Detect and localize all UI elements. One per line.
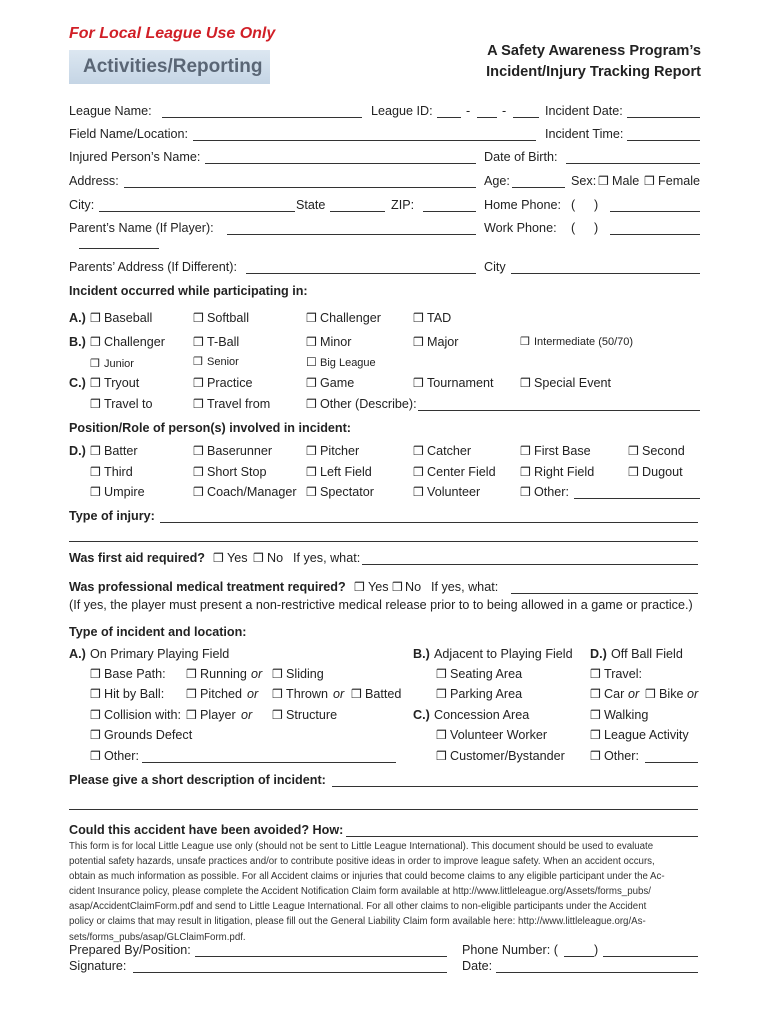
checkbox-icon[interactable]: ❒ <box>520 485 531 499</box>
zip-label: ZIP: <box>391 198 415 212</box>
checkbox-icon[interactable]: ❒ <box>272 708 283 722</box>
state-label: State <box>296 198 326 212</box>
checkbox-icon[interactable]: ❒ <box>413 465 424 479</box>
checkbox-icon[interactable]: ❒ <box>590 749 601 763</box>
if-yes-label: If yes, what: <box>293 551 361 565</box>
section-title: Activities/Reporting <box>83 56 263 77</box>
checkbox-icon[interactable]: ❒ <box>90 335 101 349</box>
structure-label: Structure <box>286 708 338 722</box>
checkbox-icon[interactable]: ❒ <box>306 444 317 458</box>
checkbox-icon[interactable]: ❒ <box>272 687 283 701</box>
no-label: No <box>267 551 284 565</box>
prepared-by-label: Prepared By/Position: <box>69 943 191 957</box>
notice-line: sets/forms_pubs/asap/GLClaimForm.pdf. <box>69 931 246 943</box>
local-use-heading: For Local League Use Only <box>69 25 276 42</box>
running-label: Running <box>200 667 247 681</box>
checkbox-icon[interactable]: ❒ <box>628 444 639 458</box>
checkbox-icon[interactable]: ❒ <box>306 335 317 349</box>
male-label: Male <box>612 174 640 188</box>
major-label: Major <box>427 335 459 349</box>
paren-close: ) <box>594 198 599 212</box>
program-title: A Safety Awareness Program’s <box>487 43 701 59</box>
checkbox-icon[interactable]: ❒ <box>193 444 204 458</box>
sliding-label: Sliding <box>286 667 324 681</box>
phone-number-field[interactable] <box>603 956 698 957</box>
checkbox-icon[interactable]: ❒ <box>598 174 609 188</box>
paren-open: ( <box>571 221 576 235</box>
address-label: Address: <box>69 174 119 188</box>
first-aid-question: Was first aid required? <box>69 551 205 565</box>
checkbox-icon[interactable]: ❒ <box>520 444 531 458</box>
checkbox-icon[interactable]: ❒ <box>306 465 317 479</box>
checkbox-icon[interactable]: ❒ <box>193 311 204 325</box>
checkbox-icon[interactable]: ❒ <box>351 687 362 701</box>
batter-label: Batter <box>104 444 138 458</box>
checkbox-icon[interactable]: ❒ <box>354 580 365 594</box>
special-event-label: Special Event <box>534 376 612 390</box>
location-d-letter: D.) <box>590 647 607 661</box>
checkbox-icon[interactable]: ❒ <box>306 311 317 325</box>
checkbox-icon[interactable]: ❒ <box>413 376 424 390</box>
incident-date-field[interactable] <box>627 117 700 118</box>
field-location-field[interactable] <box>193 140 536 141</box>
on-field-label: On Primary Playing Field <box>90 647 230 661</box>
spectator-label: Spectator <box>320 485 374 499</box>
league-activity-label: League Activity <box>604 728 689 742</box>
travel-label: Travel: <box>604 667 643 681</box>
parents-name-field[interactable] <box>227 234 476 235</box>
notice-line: obtain as much information as possible. For all Accident claims or injuries that could become claims to any eligible participant under the Ac- <box>69 871 665 883</box>
volunteer-worker-label: Volunteer Worker <box>450 728 548 742</box>
game-label: Game <box>320 376 355 390</box>
short-description-label: Please give a short description of incident: <box>69 773 326 787</box>
parents-name-field-cont[interactable] <box>79 248 159 249</box>
softball-label: Softball <box>207 311 250 325</box>
league-name-field[interactable] <box>162 117 362 118</box>
senior-label: Senior <box>207 356 239 368</box>
tad-label: TAD <box>427 311 452 325</box>
paren-close: ) <box>594 943 599 957</box>
paren-open: ( <box>571 198 576 212</box>
prepared-by-field[interactable] <box>195 956 447 957</box>
checkbox-icon[interactable]: ❒ <box>436 667 447 681</box>
checkbox-icon[interactable]: ❒ <box>272 667 283 681</box>
checkbox-icon[interactable]: ❒ <box>90 485 101 499</box>
role-other-field[interactable] <box>574 498 700 499</box>
checkbox-icon[interactable]: ❒ <box>520 376 531 390</box>
notice-line: asap/AccidentClaimForm.pdf and send to Little League International. For all other claims to non-eligible participants under the Accident <box>69 901 647 913</box>
location-heading: Type of incident and location: <box>69 625 247 639</box>
checkbox-icon[interactable]: ❒ <box>306 397 317 411</box>
box-icon[interactable]: ☐ <box>306 355 317 369</box>
checkbox-icon[interactable]: ❒ <box>186 687 197 701</box>
short-stop-label: Short Stop <box>207 465 267 479</box>
professional-question: Was professional medical treatment required? <box>69 580 346 594</box>
checkbox-icon[interactable]: ❒ <box>90 728 101 742</box>
location-other-label: Other: <box>104 749 139 763</box>
junior-label: Junior <box>104 358 134 370</box>
option-b-label: B.) <box>69 335 86 349</box>
bike-label: Bike <box>659 687 684 701</box>
section-banner <box>69 50 270 84</box>
challenger-label: Challenger <box>320 311 381 325</box>
customer-label: Customer/Bystander <box>450 749 565 763</box>
checkbox-icon[interactable]: ❒ <box>590 667 601 681</box>
league-id-field-2[interactable] <box>477 117 497 118</box>
parents-address-label: Parents’ Address (If Different): <box>69 260 237 274</box>
checkbox-icon[interactable]: ❒ <box>590 708 601 722</box>
notice-paragraph <box>69 839 702 945</box>
date-field[interactable] <box>496 972 698 973</box>
checkbox-icon[interactable]: ❒ <box>193 397 204 411</box>
city-label: City: <box>69 198 95 212</box>
checkbox-icon[interactable]: ❒ <box>645 687 656 701</box>
dugout-label: Dugout <box>642 465 683 479</box>
intermediate-label: Intermediate (50/70) <box>534 336 634 348</box>
yes-label: Yes <box>227 551 248 565</box>
yes-label: Yes <box>368 580 389 594</box>
minor-label: Minor <box>320 335 352 349</box>
injury-field[interactable] <box>160 522 698 523</box>
checkbox-icon[interactable]: ❒ <box>90 444 101 458</box>
location-b-letter: B.) <box>413 647 430 661</box>
checkbox-icon[interactable]: ❒ <box>520 336 530 348</box>
parking-label: Parking Area <box>450 687 523 701</box>
avoided-label: Could this accident have been avoided? How: <box>69 823 344 837</box>
baseball-label: Baseball <box>104 311 153 325</box>
checkbox-icon[interactable]: ❒ <box>90 376 101 390</box>
incident-date-label: Incident Date: <box>545 104 623 118</box>
location-a-letter: A.) <box>69 647 86 661</box>
injured-name-label: Injured Person’s Name: <box>69 150 201 164</box>
tryout-label: Tryout <box>104 376 140 390</box>
incident-heading: Incident occurred while participating in: <box>69 284 308 298</box>
checkbox-icon[interactable]: ❒ <box>253 551 264 565</box>
dob-label: Date of Birth: <box>484 150 558 164</box>
checkbox-icon[interactable]: ❒ <box>628 465 639 479</box>
big-league-label: Big League <box>320 357 376 369</box>
signature-field[interactable] <box>133 972 447 973</box>
off-ball-label: Off Ball Field <box>611 647 683 661</box>
dash: - <box>502 104 507 118</box>
checkbox-icon[interactable]: ❒ <box>413 311 424 325</box>
player-label: Player <box>200 708 236 722</box>
description-field-cont[interactable] <box>69 809 698 810</box>
right-field-label: Right Field <box>534 465 595 479</box>
address-field[interactable] <box>124 187 476 188</box>
dob-field[interactable] <box>566 163 700 164</box>
walking-label: Walking <box>604 708 649 722</box>
home-phone-label: Home Phone: <box>484 198 562 212</box>
league-id-label: League ID: <box>371 104 433 118</box>
pitched-label: Pitched <box>200 687 243 701</box>
checkbox-icon[interactable]: ❒ <box>306 376 317 390</box>
checkbox-icon[interactable]: ❒ <box>590 687 601 701</box>
avoided-field[interactable] <box>346 836 698 837</box>
phone-number-label: Phone Number: ( <box>462 943 558 957</box>
city2-label: City <box>484 260 506 274</box>
city-field[interactable] <box>99 211 295 212</box>
first-base-label: First Base <box>534 444 591 458</box>
left-field-label: Left Field <box>320 465 372 479</box>
age-field[interactable] <box>512 187 565 188</box>
challenger2-label: Challenger <box>104 335 165 349</box>
or-text: or <box>628 687 640 701</box>
or-text: or <box>251 667 263 681</box>
signature-label: Signature: <box>69 959 127 973</box>
report-title: Incident/Injury Tracking Report <box>486 64 701 80</box>
work-phone-label: Work Phone: <box>484 221 557 235</box>
work-phone-field[interactable] <box>610 234 700 235</box>
center-field-label: Center Field <box>427 465 496 479</box>
baserunner-label: Baserunner <box>207 444 273 458</box>
paren-close: ) <box>594 221 599 235</box>
checkbox-icon[interactable]: ❒ <box>436 749 447 763</box>
sex-label: Sex: <box>571 174 597 188</box>
other-describe-label: Other (Describe): <box>320 397 417 411</box>
checkbox-icon[interactable]: ❒ <box>213 551 224 565</box>
off-field-other-field[interactable] <box>645 762 698 763</box>
league-name-label: League Name: <box>69 104 152 118</box>
other-describe-field[interactable] <box>418 410 700 411</box>
or-text: or <box>247 687 259 701</box>
roles-heading: Position/Role of person(s) involved in incident: <box>69 421 351 435</box>
checkbox-icon[interactable]: ❒ <box>392 580 403 594</box>
checkbox-icon[interactable]: ❒ <box>413 444 424 458</box>
checkbox-icon[interactable]: ❒ <box>436 728 447 742</box>
catcher-label: Catcher <box>427 444 472 458</box>
pitcher-label: Pitcher <box>320 444 360 458</box>
third-label: Third <box>104 465 133 479</box>
volunteer-label: Volunteer <box>427 485 481 499</box>
umpire-label: Umpire <box>104 485 145 499</box>
checkbox-icon[interactable]: ❒ <box>90 749 101 763</box>
city2-field[interactable] <box>511 273 700 274</box>
tournament-label: Tournament <box>427 376 494 390</box>
off-field-other-label: Other: <box>604 749 639 763</box>
incident-time-field[interactable] <box>627 140 700 141</box>
option-d-label: D.) <box>69 444 86 458</box>
home-phone-field[interactable] <box>610 211 700 212</box>
thrown-label: Thrown <box>286 687 328 701</box>
no-label: No <box>405 580 422 594</box>
zip-field[interactable] <box>423 211 476 212</box>
checkbox-icon[interactable]: ❒ <box>193 465 204 479</box>
location-other-field[interactable] <box>142 762 396 763</box>
base-path-label: Base Path: <box>104 667 166 681</box>
travel-to-label: Travel to <box>104 397 153 411</box>
concession-label: Concession Area <box>434 708 530 722</box>
league-id-field-3[interactable] <box>513 117 539 118</box>
checkbox-icon[interactable]: ❒ <box>520 465 531 479</box>
role-other-label: Other: <box>534 485 569 499</box>
incident-time-label: Incident Time: <box>545 127 624 141</box>
injury-field-cont[interactable] <box>69 541 698 542</box>
field-location-label: Field Name/Location: <box>69 127 189 141</box>
female-label: Female <box>658 174 700 188</box>
grounds-label: Grounds Defect <box>104 728 193 742</box>
checkbox-icon[interactable]: ❒ <box>193 335 204 349</box>
practice-label: Practice <box>207 376 253 390</box>
checkbox-icon[interactable]: ❒ <box>90 465 101 479</box>
collision-label: Collision with: <box>104 708 181 722</box>
notice-line: This form is for local Little League use only (should not be sent to Little League International). This document should be used to evaluate <box>69 841 654 852</box>
checkbox-icon[interactable]: ❒ <box>186 667 197 681</box>
notice-line: cident Insurance policy, please complete the Accident Notification Claim form available at http://www.littleleague.org/Assets/forms_pubs/ <box>69 886 651 898</box>
notice-line: potential safety hazards, unsafe practices and/or to contribute positive ideas in order to improve league safety. When an accident occurs, <box>69 856 655 868</box>
checkbox-icon[interactable]: ❒ <box>90 311 101 325</box>
release-note: (If yes, the player must present a non-restrictive medical release prior to to being allowed in a game or practice.) <box>69 598 693 612</box>
second-label: Second <box>642 444 685 458</box>
description-field[interactable] <box>332 786 698 787</box>
batted-label: Batted <box>365 687 402 701</box>
checkbox-icon[interactable]: ❒ <box>90 687 101 701</box>
checkbox-icon[interactable]: ❒ <box>413 335 424 349</box>
parents-address-field[interactable] <box>246 273 476 274</box>
type-of-injury-label: Type of injury: <box>69 509 155 523</box>
date-label: Date: <box>462 959 493 973</box>
checkbox-icon[interactable]: ❒ <box>193 485 204 499</box>
area-code-field[interactable] <box>564 956 594 957</box>
car-label: Car <box>604 687 625 701</box>
option-c-label: C.) <box>69 376 86 390</box>
professional-field[interactable] <box>511 593 698 594</box>
or-text: or <box>241 708 253 722</box>
checkbox-icon[interactable]: ❒ <box>644 174 655 188</box>
checkbox-icon[interactable]: ❒ <box>193 376 204 390</box>
or-text: or <box>687 687 699 701</box>
checkbox-icon[interactable]: ❒ <box>90 667 101 681</box>
checkbox-icon[interactable]: ❒ <box>413 485 424 499</box>
injured-name-field[interactable] <box>205 163 476 164</box>
if-yes-label: If yes, what: <box>431 580 499 594</box>
seating-label: Seating Area <box>450 667 523 681</box>
hit-by-ball-label: Hit by Ball: <box>104 687 165 701</box>
or-text: or <box>333 687 345 701</box>
tball-label: T-Ball <box>207 335 240 349</box>
checkbox-icon[interactable]: ❒ <box>90 358 100 370</box>
checkbox-icon[interactable]: ❒ <box>436 687 447 701</box>
option-a-label: A.) <box>69 311 86 325</box>
checkbox-icon[interactable]: ❒ <box>590 728 601 742</box>
first-aid-field[interactable] <box>362 564 698 565</box>
age-label: Age: <box>484 174 510 188</box>
notice-line: policy or claims that may result in litigation, please fill out the General Liability Claim form available here: http://www.littleleague.org/As- <box>69 916 646 928</box>
adjacent-label: Adjacent to Playing Field <box>434 647 573 661</box>
checkbox-icon[interactable]: ❒ <box>90 397 101 411</box>
league-id-field-1[interactable] <box>437 117 461 118</box>
location-c-letter: C.) <box>413 708 430 722</box>
travel-from-label: Travel from <box>207 397 271 411</box>
parents-name-label: Parent’s Name (If Player): <box>69 221 214 235</box>
checkbox-icon[interactable]: ❒ <box>306 485 317 499</box>
coach-label: Coach/Manager <box>207 485 297 499</box>
checkbox-icon[interactable]: ❒ <box>90 708 101 722</box>
checkbox-icon[interactable]: ❒ <box>193 356 203 368</box>
dash: - <box>466 104 471 118</box>
checkbox-icon[interactable]: ❒ <box>186 708 197 722</box>
state-field[interactable] <box>330 211 385 212</box>
